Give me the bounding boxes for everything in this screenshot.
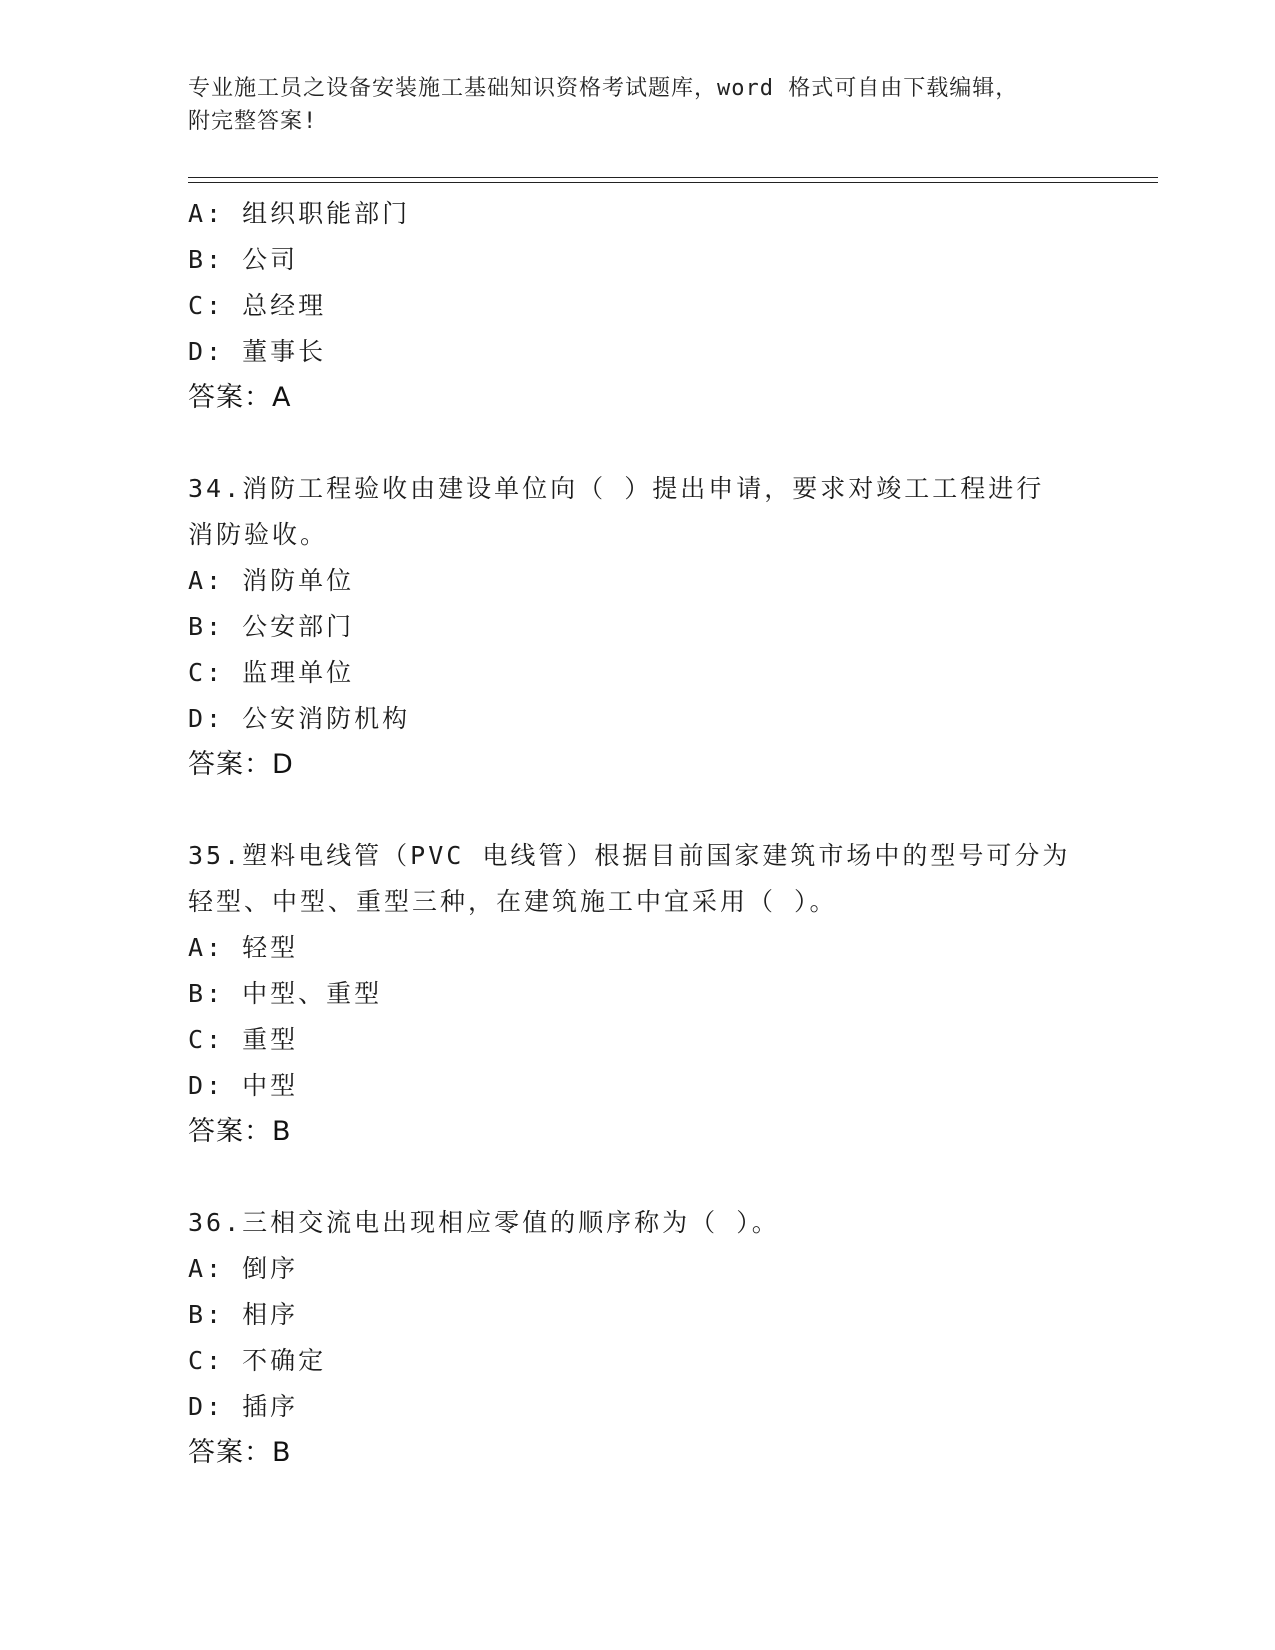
question-text-line-1: 34.消防工程验收由建设单位向（ ）提出申请，要求对竣工工程进行	[188, 474, 1045, 503]
header-divider-bottom	[188, 182, 1158, 183]
question-text-line-2: 轻型、中型、重型三种，在建筑施工中宜采用（ ）。	[188, 887, 838, 916]
option-c: C: 不确定	[188, 1346, 327, 1375]
option-c: C: 监理单位	[188, 658, 355, 687]
option-a: A: 消防单位	[188, 566, 355, 595]
question-34	[188, 466, 1088, 788]
header-line-1: 专业施工员之设备安装施工基础知识资格考试题库，word 格式可自由下载编辑，	[188, 76, 1019, 101]
option-d: D: 插序	[188, 1392, 299, 1421]
question-text-line-2: 消防验收。	[188, 520, 329, 549]
question-36	[188, 1200, 1088, 1476]
answer-line: 答案：B	[188, 1116, 292, 1147]
question-list	[188, 191, 1088, 1521]
header-divider-top	[188, 177, 1158, 178]
answer-line: 答案：A	[188, 382, 292, 413]
option-b: B: 相序	[188, 1300, 299, 1329]
option-d: D: 公安消防机构	[188, 704, 411, 733]
option-a: A: 轻型	[188, 933, 299, 962]
document-header	[188, 72, 1088, 138]
question-35	[188, 833, 1088, 1155]
question-text-line-1: 35.塑料电线管（PVC 电线管）根据目前国家建筑市场中的型号可分为	[188, 841, 1071, 870]
option-d: D: 中型	[188, 1071, 299, 1100]
header-line-2: 附完整答案!	[188, 109, 318, 134]
option-b: B: 公司	[188, 245, 299, 274]
question-text-line-1: 36.三相交流电出现相应零值的顺序称为（ ）。	[188, 1208, 780, 1237]
option-a: A: 组织职能部门	[188, 199, 411, 228]
option-d: D: 董事长	[188, 337, 327, 366]
option-b: B: 公安部门	[188, 612, 355, 641]
option-a: A: 倒序	[188, 1254, 299, 1283]
question-33-partial	[188, 191, 1088, 421]
option-b: B: 中型、重型	[188, 979, 383, 1008]
option-c: C: 总经理	[188, 291, 327, 320]
answer-line: 答案：D	[188, 749, 294, 780]
answer-line: 答案：B	[188, 1437, 292, 1468]
option-c: C: 重型	[188, 1025, 299, 1054]
